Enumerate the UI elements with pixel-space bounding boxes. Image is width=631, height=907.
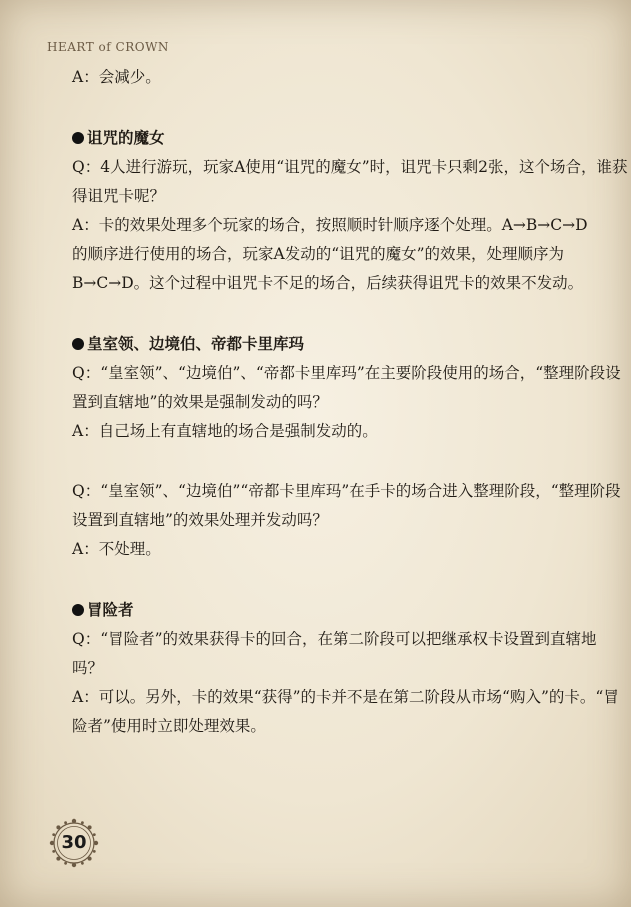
section3-line: Q：“冒险者”的效果获得卡的回合，在第二阶段可以把继承权卡设置到直辖地 bbox=[72, 630, 597, 648]
bullet-icon bbox=[72, 338, 84, 350]
bullet-icon bbox=[72, 604, 84, 616]
section1-line: 的顺序进行使用的场合，玩家A发动的“诅咒的魔女”的效果，处理顺序为 bbox=[72, 245, 565, 263]
bullet-icon bbox=[72, 132, 84, 144]
section1-line: A：卡的效果处理多个玩家的场合，按照顺时针顺序逐个处理。A→B→C→D bbox=[72, 216, 588, 234]
section3-line: 险者”使用时立即处理效果。 bbox=[72, 717, 266, 735]
section-title-cursed-witch: 诅咒的魔女 bbox=[72, 124, 588, 153]
page-number-badge bbox=[49, 818, 99, 868]
header-logo: HEART of CROWN bbox=[47, 40, 169, 54]
section2-line: 设置到直辖地”的效果处理并发动吗？ bbox=[72, 511, 328, 529]
main-content bbox=[72, 63, 628, 741]
intro-answer: A：会减少。 bbox=[72, 68, 161, 86]
section2-line: A：自己场上有直辖地的场合是强制发动的。 bbox=[72, 422, 378, 440]
section2-line: Q：“皇室领”、“边境伯”、“帝都卡里库玛”在主要阶段使用的场合，“整理阶段设 bbox=[72, 364, 621, 382]
section2-line: 置到直辖地”的效果是强制发动的吗？ bbox=[72, 393, 328, 411]
section2-line: A：不处理。 bbox=[72, 540, 161, 558]
section2-line: Q：“皇室领”、“边境伯”“帝都卡里库玛”在手卡的场合进入整理阶段，“整理阶段 bbox=[72, 482, 621, 500]
section3-line: A：可以。另外，卡的效果“获得”的卡并不是在第二阶段从市场“购入”的卡。“冒 bbox=[72, 688, 619, 706]
section1-line: Q：4人进行游玩，玩家A使用“诅咒的魔女”时，诅咒卡只剩2张，这个场合，谁获 bbox=[72, 158, 628, 176]
section-title-royal-domain: 皇室领、边境伯、帝都卡里库玛 bbox=[72, 330, 588, 359]
section1-line: B→C→D。这个过程中诅咒卡不足的场合，后续获得诅咒卡的效果不发动。 bbox=[72, 274, 584, 292]
section1-line: 得诅咒卡呢？ bbox=[72, 187, 166, 205]
section-title-adventurer: 冒险者 bbox=[72, 596, 588, 625]
section3-line: 吗？ bbox=[72, 659, 104, 677]
page-number: 30 bbox=[61, 832, 87, 853]
